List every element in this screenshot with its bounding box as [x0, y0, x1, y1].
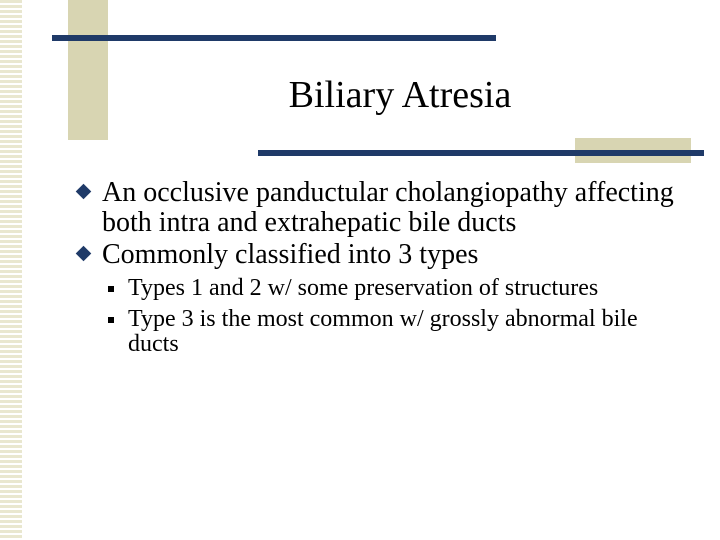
bullet-text: An occlusive panductular cholangiopathy affecting both intra and extrahepatic bile ducts	[102, 177, 674, 238]
square-bullet-icon	[108, 317, 114, 323]
sub-bullet-item	[78, 276, 678, 301]
title-rule-bottom	[258, 150, 704, 156]
sub-bullet-text: Types 1 and 2 w/ some preservation of structures	[128, 275, 599, 301]
bullet-text: Commonly classified into 3 types	[102, 239, 479, 270]
bullet-item	[78, 178, 678, 238]
slide-body	[78, 178, 678, 363]
diamond-bullet-icon	[76, 184, 92, 200]
diamond-bullet-icon	[76, 246, 92, 262]
sub-bullet-list	[78, 276, 678, 357]
sub-bullet-text: Type 3 is the most common w/ grossly abnormal bile ducts	[128, 306, 638, 357]
square-bullet-icon	[108, 286, 114, 292]
decorative-block-top	[68, 0, 108, 140]
bullet-item	[78, 240, 678, 270]
title-rule-top	[52, 35, 496, 41]
sub-bullet-item	[78, 307, 678, 357]
decorative-stripe	[0, 0, 22, 540]
slide-title: Biliary Atresia	[288, 74, 512, 116]
